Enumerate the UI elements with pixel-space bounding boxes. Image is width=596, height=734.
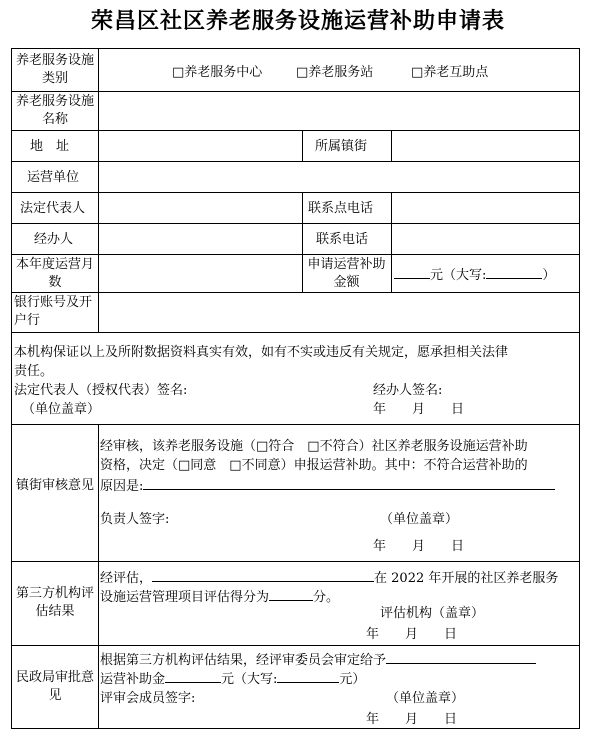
column-divider [98, 424, 99, 729]
reason-label: 原因是: [100, 479, 144, 494]
evaluation-year-text: 在 2022 年开展的社区养老服务 [374, 571, 559, 586]
town-review-date: 年 月 日 [373, 539, 465, 554]
subsidy-amount-blank[interactable] [165, 668, 221, 683]
operation-months-label: 本年度运营月数 [15, 257, 94, 290]
handler-signature-label: 经办人签名: [373, 383, 443, 398]
row-divider [11, 561, 580, 562]
civil-affairs-seal: （单位盖章） [386, 691, 465, 706]
column-divider [391, 130, 392, 161]
column-divider [98, 48, 99, 332]
option-service-center[interactable] [172, 63, 262, 82]
facility-name-field[interactable] [100, 92, 578, 129]
legal-rep-field[interactable] [100, 193, 300, 222]
subdistrict-field[interactable] [393, 131, 578, 160]
option-service-station[interactable] [296, 63, 373, 82]
handler-field[interactable] [100, 224, 300, 253]
evaluation-prefix: 经评估， [100, 571, 153, 586]
town-review-line1: 经审核，该养老服务设施（□符合 □不符合）社区养老服务设施运营补助 [100, 439, 528, 454]
row-divider [11, 332, 580, 333]
declaration-date: 年 月 日 [373, 402, 465, 417]
subsidy-words-label: 元（大写: [221, 672, 278, 687]
option-label: 养老服务站 [308, 65, 374, 80]
town-review-line2: 资格，决定（□同意 □不同意）申报运营补助。其中：不符合运营补助的 [100, 458, 528, 473]
unit-seal-label: （单位盖章） [22, 402, 101, 417]
responsible-signature-label: 负责人签字: [100, 512, 170, 527]
amount-close: ） [542, 268, 556, 283]
contact-phone-label: 联系电话 [316, 232, 369, 247]
subsidy-words-blank[interactable] [277, 668, 339, 683]
operator-field[interactable] [100, 162, 578, 191]
option-mutual-aid-point[interactable] [411, 63, 488, 82]
evaluation-org-seal: 评估机构（盖章） [380, 606, 485, 621]
contact-point-phone-label: 联系点电话 [308, 201, 374, 216]
amount-words-blank[interactable] [486, 264, 542, 279]
town-review-label: 镇街审核意见 [15, 478, 94, 493]
option-label: 养老服务中心 [184, 65, 263, 80]
address-label: 地 址 [30, 139, 70, 154]
address-field[interactable] [100, 131, 300, 160]
subdistrict-label: 所属镇街 [315, 139, 368, 154]
approval-text: 根据第三方机构评估结果，经评审委员会审定给予 [100, 653, 387, 668]
subsidy-amount-field[interactable] [394, 264, 555, 285]
row-divider [11, 645, 580, 646]
amount-unit: 元（大写: [430, 268, 487, 283]
declaration-text-cont: 责任。 [14, 364, 54, 379]
column-divider [302, 130, 303, 161]
evaluation-line2 [100, 586, 339, 607]
score-unit: 分。 [313, 590, 340, 605]
contact-phone-field[interactable] [393, 224, 578, 253]
row-divider [11, 424, 580, 425]
operator-label: 运营单位 [27, 170, 80, 185]
third-party-label: 第三方机构评估结果 [15, 586, 94, 619]
evaluation-date: 年 月 日 [366, 627, 458, 642]
approval-line2 [100, 668, 365, 689]
column-divider [302, 192, 303, 292]
category-label: 养老服务设施类别 [15, 53, 94, 86]
evaluated-org-blank[interactable] [152, 567, 374, 582]
evaluation-line1 [100, 567, 558, 588]
approval-line1 [100, 649, 536, 670]
civil-affairs-date: 年 月 日 [366, 712, 458, 727]
town-seal-label: （单位盖章） [380, 512, 459, 527]
subsidy-label: 运营补助金 [100, 672, 166, 687]
operation-months-field[interactable] [100, 255, 300, 291]
contact-point-phone-field[interactable] [393, 193, 578, 222]
page-title: 荣昌区社区养老服务设施运营补助申请表 [90, 8, 505, 34]
option-label: 养老互助点 [423, 65, 489, 80]
reason-blank[interactable] [143, 475, 555, 490]
reason-row [100, 475, 555, 496]
bank-account-field[interactable] [100, 293, 578, 331]
score-label: 设施运营管理项目评估得分为 [100, 590, 270, 605]
subsidy-unit: 元） [339, 672, 366, 687]
checkbox-icon[interactable]: □ [296, 65, 309, 80]
score-blank[interactable] [269, 586, 313, 601]
committee-signature-label: 评审会成员签字: [100, 691, 196, 706]
approval-blank[interactable] [386, 649, 536, 664]
column-divider [391, 192, 392, 292]
amount-blank[interactable] [394, 264, 430, 279]
checkbox-icon[interactable]: □ [411, 65, 424, 80]
bank-account-label: 银行账号及开户行 [14, 295, 93, 328]
checkbox-icon[interactable]: □ [172, 65, 185, 80]
handler-label: 经办人 [34, 232, 74, 247]
civil-affairs-label: 民政局审批意见 [15, 670, 94, 703]
subsidy-amount-label: 申请运营补助金额 [307, 257, 386, 290]
legal-rep-signature-label: 法定代表人（授权代表）签名: [14, 383, 188, 398]
facility-name-label: 养老服务设施名称 [15, 94, 94, 127]
legal-rep-label: 法定代表人 [20, 201, 86, 216]
declaration-text: 本机构保证以上及所附数据资料真实有效，如有不实或违反有关规定，愿承担相关法律 [14, 345, 509, 360]
